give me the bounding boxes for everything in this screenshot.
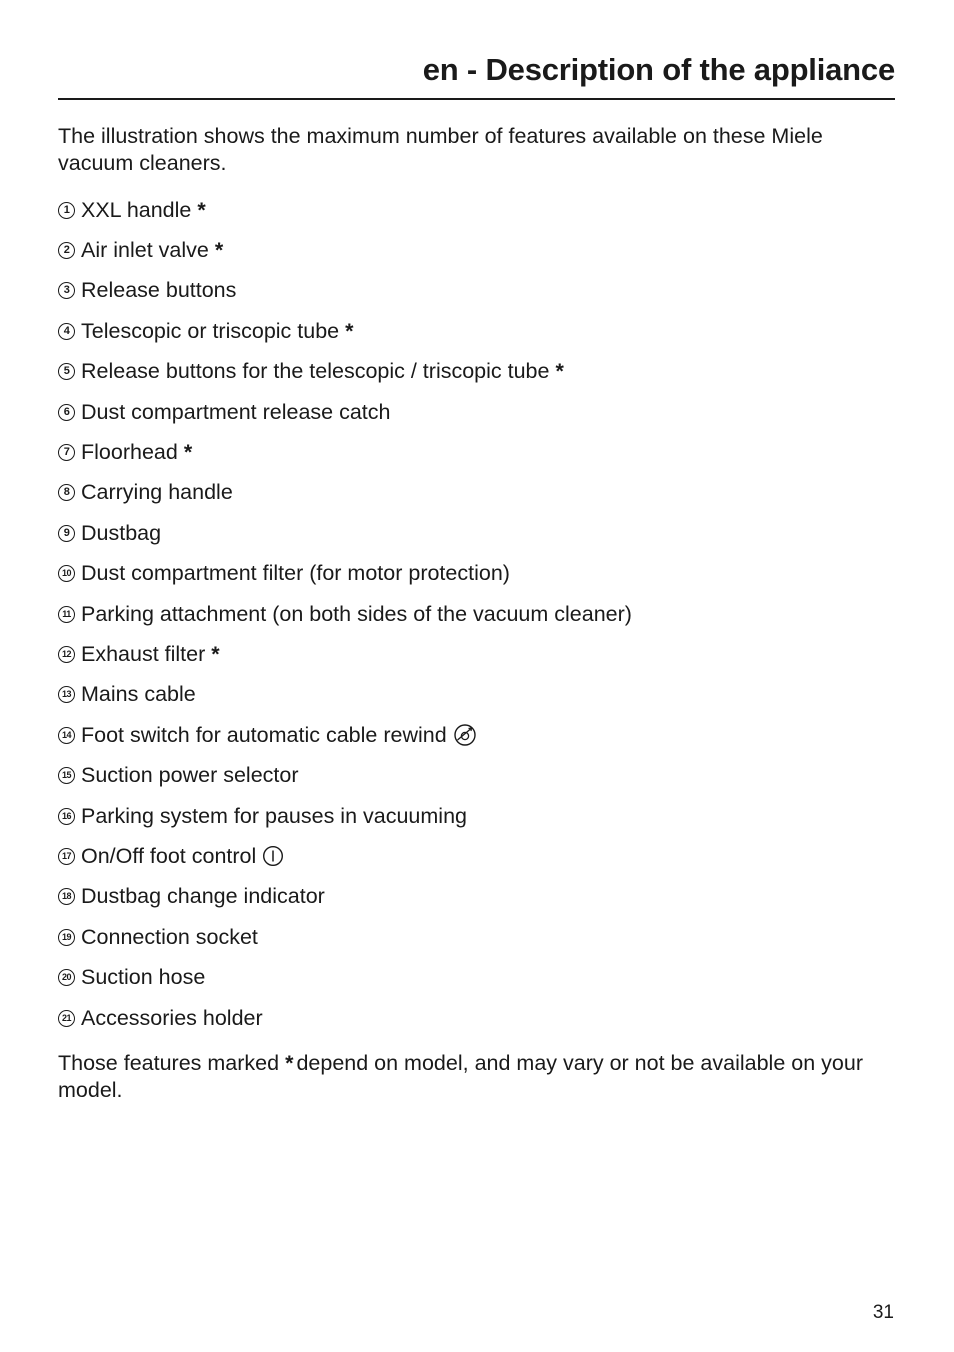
item-number-badge: 9 [58,525,75,542]
model-dependent-star: * [183,440,193,465]
model-dependent-star: * [211,641,220,666]
item-label: Accessories holder [81,1005,263,1030]
item-label: Suction power selector [81,763,299,788]
content [58,123,895,1104]
item-number-badge: 21 [58,1010,75,1027]
item-number-badge: 8 [58,484,75,501]
model-dependent-star: * [197,197,206,222]
item-number-badge: 6 [58,404,75,421]
list-item [58,271,895,311]
item-number-badge: 20 [58,969,75,986]
page-title: en - Description of the appliance [422,52,895,87]
list-item [58,190,895,230]
list-item [58,230,895,270]
item-number-badge: 11 [58,606,75,623]
item-label: Exhaust filter [81,641,206,666]
item-number-badge: 18 [58,888,75,905]
item-label: Dust compartment release catch [81,399,391,424]
power-icon [262,845,284,867]
item-label: Release buttons [81,278,237,303]
item-number-badge: 5 [58,363,75,380]
item-label: Carrying handle [81,480,233,505]
item-number-badge: 14 [58,727,75,744]
item-label: XXL handle [81,197,192,222]
list-item [58,877,895,917]
footnote-before: Those features marked [58,1051,280,1076]
model-dependent-star: * [555,359,564,384]
item-label: Floorhead [81,440,178,465]
list-item [58,675,895,715]
item-label: Release buttons for the telescopic / triscopic tube [81,359,550,384]
cable-rewind-icon [453,723,477,747]
list-item [58,473,895,513]
list-item [58,554,895,594]
item-number-badge: 16 [58,808,75,825]
item-number-badge: 17 [58,848,75,865]
feature-list [58,190,895,1038]
model-dependent-star: * [345,318,354,343]
page-header [58,52,895,100]
item-number-badge: 7 [58,444,75,461]
model-dependent-star: * [214,238,224,263]
list-item [58,513,895,553]
list-item [58,594,895,634]
footnote-text [58,1050,895,1104]
list-item [58,755,895,795]
item-label: Dust compartment filter (for motor protection) [81,561,510,586]
list-item [58,836,895,876]
item-label: Parking system for pauses in vacuuming [81,803,467,828]
item-number-badge: 15 [58,767,75,784]
item-number-badge: 12 [58,646,75,663]
item-number-badge: 19 [58,929,75,946]
list-item [58,634,895,674]
page-number: 31 [872,1302,894,1323]
item-number-badge: 1 [58,202,75,219]
list-item [58,917,895,957]
list-item [58,352,895,392]
item-number-badge: 4 [58,323,75,340]
list-item [58,796,895,836]
item-label: Mains cable [81,682,196,707]
item-number-badge: 3 [58,282,75,299]
item-number-badge: 10 [58,565,75,582]
footnote-star: * [285,1051,294,1076]
item-label: Air inlet valve [81,238,209,263]
item-number-badge: 2 [58,242,75,259]
list-item [58,432,895,472]
item-label: Dustbag change indicator [81,884,325,909]
list-item [58,715,895,755]
item-label: Parking attachment (on both sides of the vacuum cleaner) [81,601,632,626]
item-label: Dustbag [81,520,162,545]
item-label: Telescopic or triscopic tube [81,318,340,343]
footnote-after: depend on model, and may vary or not be available on your model. [58,1051,863,1103]
intro-text: The illustration shows the maximum number of features available on these Miele vacuum cleaners. [58,124,823,175]
item-label: Suction hose [81,965,206,990]
item-number-badge: 13 [58,686,75,703]
item-label: On/Off foot control [81,843,257,868]
list-item [58,957,895,997]
item-label: Foot switch for automatic cable rewind [81,722,447,747]
item-label: Connection socket [81,924,258,949]
list-item [58,311,895,351]
list-item [58,392,895,432]
list-item [58,998,895,1038]
